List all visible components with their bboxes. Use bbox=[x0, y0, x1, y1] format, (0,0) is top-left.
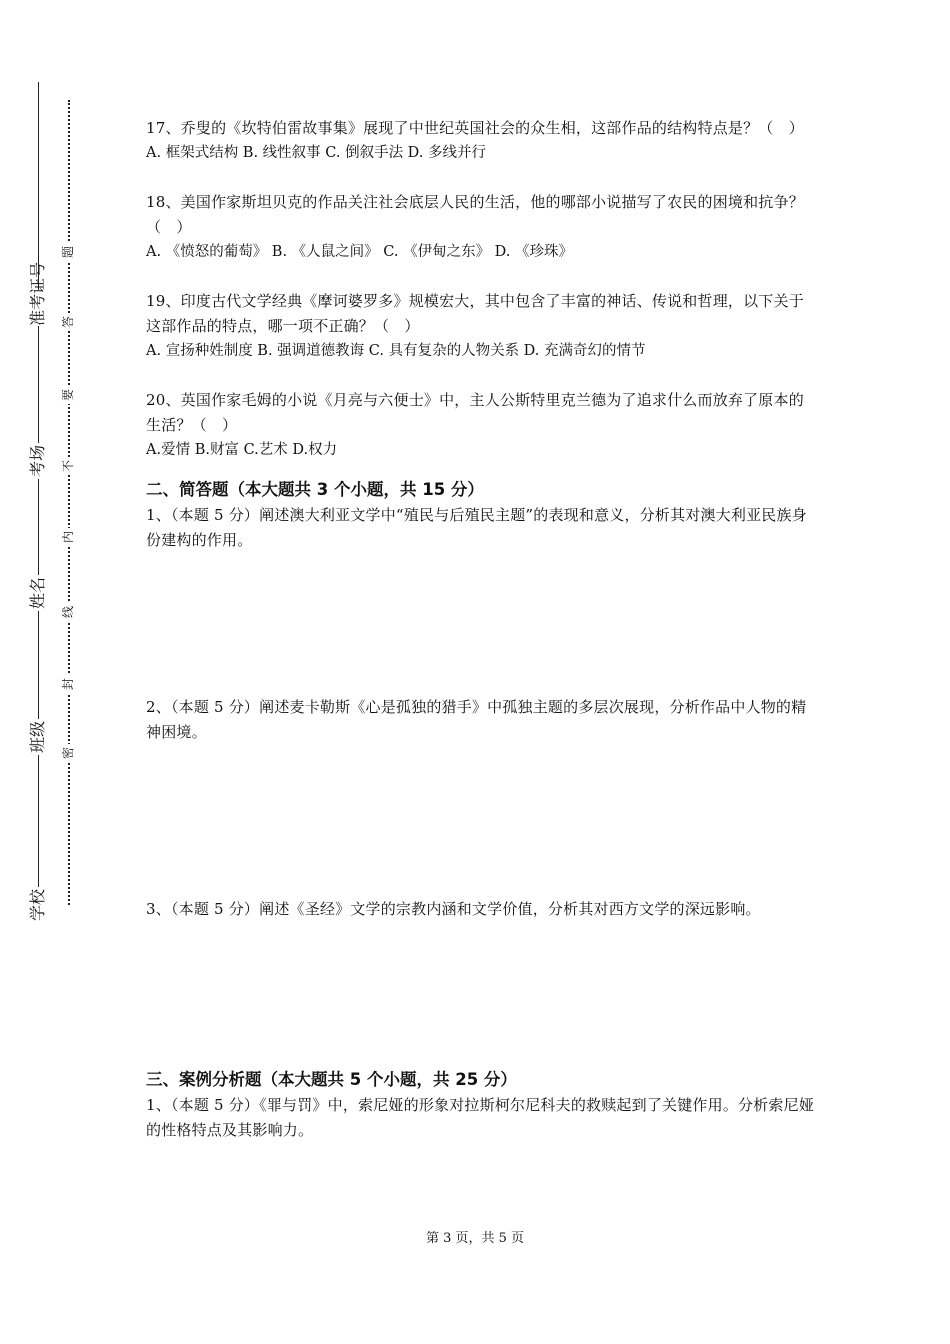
section-2-title: 二、简答题（本大题共 3 个小题，共 15 分） bbox=[146, 480, 484, 499]
short-answer-1: 1、（本题 5 分）阐述澳大利亚文学中“殖民与后殖民主题”的表现和意义，分析其对澳大利亚民族身份建构的作用。 bbox=[146, 506, 807, 549]
seal-dotted-line bbox=[68, 100, 70, 905]
seal-char: 答 bbox=[59, 313, 77, 331]
question-options: A. 宣扬种姓制度 B. 强调道德教诲 C. 具有复杂的人物关系 D. 充满奇幻的情节 bbox=[146, 343, 646, 359]
case-analysis-1: 1、（本题 5 分）《罪与罚》中，索尼娅的形象对拉斯柯尔尼科夫的救赎起到了关键作用。分析索尼娅的性格特点及其影响力。 bbox=[146, 1096, 815, 1139]
binding-solid-line bbox=[38, 82, 39, 922]
question-17 bbox=[146, 116, 816, 166]
short-answer-3: 3、（本题 5 分）阐述《圣经》文学的宗教内涵和文学价值，分析其对西方文学的深远影响。 bbox=[146, 900, 761, 918]
question-text: 20、英国作家毛姆的小说《月亮与六便士》中，主人公斯特里克兰德为了追求什么而放弃了原本的生活？（ ） bbox=[146, 391, 804, 434]
question-20 bbox=[146, 388, 816, 463]
exam-room-label: 考场 bbox=[20, 443, 56, 479]
school-label: 学校 bbox=[20, 887, 56, 923]
section-3-title: 三、案例分析题（本大题共 5 个小题，共 25 分） bbox=[146, 1070, 517, 1089]
seal-char: 封 bbox=[59, 675, 77, 693]
question-options: A.爱情 B.财富 C.艺术 D.权力 bbox=[146, 442, 338, 458]
class-label: 班级 bbox=[20, 719, 56, 755]
binding-margin bbox=[0, 0, 110, 1344]
answer-space bbox=[146, 553, 816, 695]
question-options: A. 框架式结构 B. 线性叙事 C. 倒叙手法 D. 多线并行 bbox=[146, 145, 487, 161]
exam-content bbox=[146, 116, 816, 1143]
seal-char: 不 bbox=[59, 457, 77, 475]
name-label: 姓名 bbox=[20, 575, 56, 611]
seal-char: 要 bbox=[59, 386, 77, 404]
ticket-number-label: 准考证号 bbox=[20, 290, 56, 326]
question-text: 19、印度古代文学经典《摩诃婆罗多》规模宏大，其中包含了丰富的神话、传说和哲理，以下关于这部作品的特点，哪一项不正确？（ ） bbox=[146, 292, 804, 335]
answer-space bbox=[146, 922, 816, 1067]
seal-char: 线 bbox=[59, 603, 77, 621]
question-text: 18、美国作家斯坦贝克的作品关注社会底层人民的生活，他的哪部小说描写了农民的困境和抗争？（ ） bbox=[146, 193, 804, 236]
seal-char: 题 bbox=[59, 243, 77, 261]
seal-char: 内 bbox=[59, 528, 77, 546]
question-options: A. 《愤怒的葡萄》 B. 《人鼠之间》 C. 《伊甸之东》 D. 《珍珠》 bbox=[146, 244, 574, 260]
short-answer-2: 2、（本题 5 分）阐述麦卡勒斯《心是孤独的猎手》中孤独主题的多层次展现，分析作品中人物的精神困境。 bbox=[146, 698, 807, 741]
question-19 bbox=[146, 289, 816, 364]
question-text: 17、乔叟的《坎特伯雷故事集》展现了中世纪英国社会的众生相，这部作品的结构特点是？（ ） bbox=[146, 119, 804, 137]
question-18 bbox=[146, 190, 816, 265]
seal-char: 密 bbox=[59, 744, 77, 762]
page-footer: 第 3 页，共 5 页 bbox=[425, 1231, 525, 1246]
answer-space bbox=[146, 745, 816, 897]
